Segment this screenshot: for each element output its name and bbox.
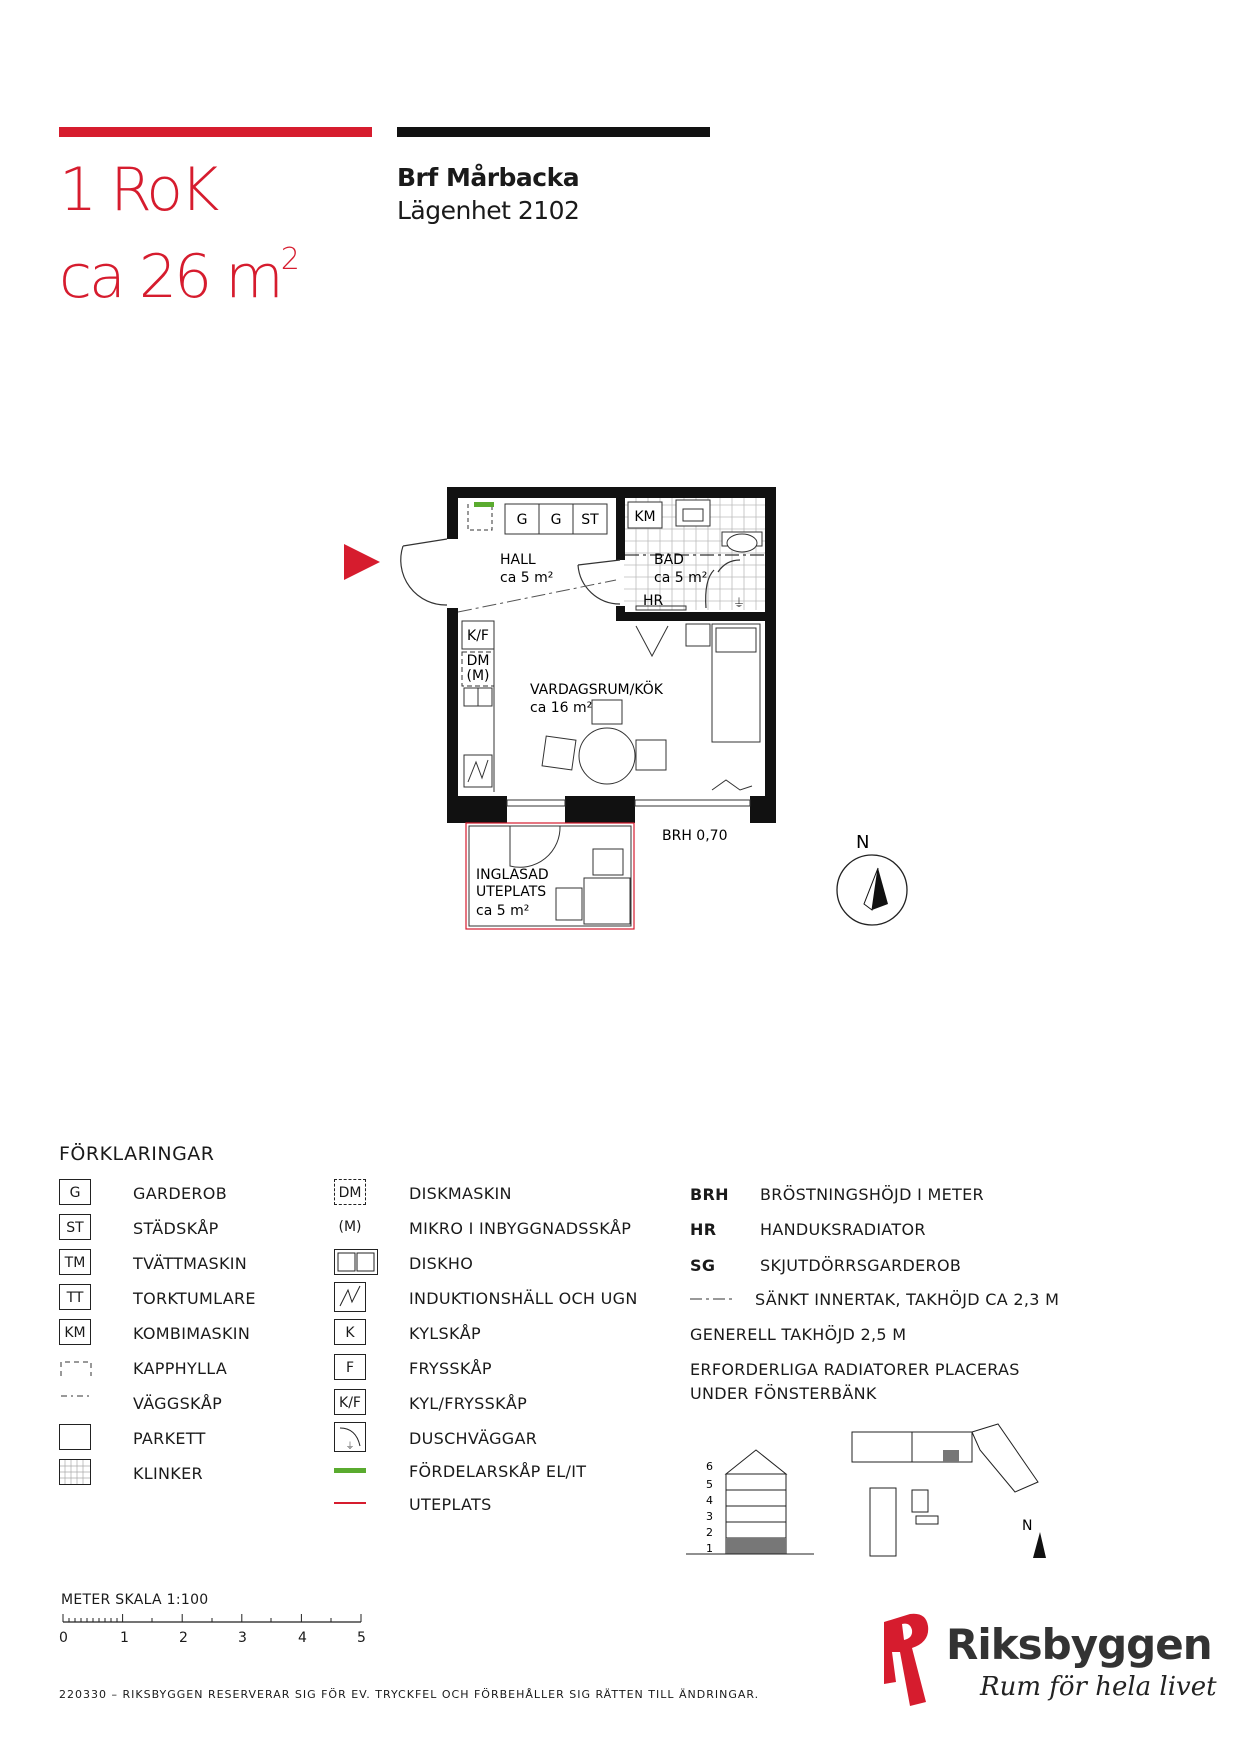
rooms-label: 1 RoK	[59, 155, 217, 225]
living-area-label: ca 16 m²	[530, 700, 593, 716]
terrace-label-1: INGLASAD	[476, 867, 549, 883]
lowered-ceiling-icon	[688, 1293, 738, 1305]
bath-door	[578, 560, 620, 604]
legend-symbol: K	[334, 1319, 366, 1345]
legend-label: INDUKTIONSHÄLL OCH UGN	[409, 1289, 638, 1308]
wall-cabinet-icon	[59, 1386, 93, 1406]
legend-label: VÄGGSKÅP	[133, 1394, 223, 1413]
scale-tick-label: 5	[357, 1630, 366, 1646]
radiators-label-1: ERFORDERLIGA RADIATORER PLACERAS	[690, 1360, 1020, 1379]
legend-label: KAPPHYLLA	[133, 1359, 228, 1378]
scale-tick-label: 0	[59, 1630, 68, 1646]
floor-label: 3	[706, 1510, 713, 1523]
legend-symbol: TM	[59, 1249, 91, 1275]
site-north-label: N	[1022, 1518, 1033, 1534]
bath-area-label: ca 5 m²	[654, 570, 708, 586]
building-section	[686, 1438, 816, 1560]
hall-area-label: ca 5 m²	[500, 570, 554, 586]
scale-label: METER SKALA 1:100	[61, 1592, 209, 1608]
legend-label: STÄDSKÅP	[133, 1219, 219, 1238]
entrance-door	[401, 539, 447, 605]
legend-label: FRYSSKÅP	[409, 1359, 492, 1378]
legend-symbol: (M)	[338, 1219, 362, 1235]
wardrobe-g1-label: G	[516, 512, 528, 528]
legend-label: KOMBIMASKIN	[133, 1324, 251, 1343]
scale-tick-label: 4	[298, 1630, 307, 1646]
lowered-ceiling-label: SÄNKT INNERTAK, TAKHÖJD CA 2,3 M	[755, 1290, 1060, 1309]
floor-label: 4	[706, 1494, 713, 1507]
scale-tick-label: 2	[179, 1630, 188, 1646]
legend-label: GARDEROB	[133, 1184, 227, 1203]
legend-symbol: ST	[59, 1214, 91, 1240]
area-label: ca 26 $m^2$	[59, 242, 300, 312]
parquet-icon	[59, 1424, 91, 1450]
wardrobe-g2-label: G	[550, 512, 562, 528]
washbasin	[676, 500, 710, 526]
towel-radiator-label: HR	[643, 593, 664, 609]
legend-label: TORKTUMLARE	[133, 1289, 256, 1308]
legend-symbol: DM	[334, 1179, 366, 1205]
legend-label: DUSCHVÄGGAR	[409, 1429, 538, 1448]
bath-label: BAD	[654, 552, 684, 568]
apartment-number: Lägenhet 2102	[397, 196, 580, 225]
legend-label: KYL/FRYSSKÅP	[409, 1394, 528, 1413]
legend-symbol: F	[334, 1354, 366, 1380]
legend-label: HANDUKSRADIATOR	[760, 1220, 926, 1239]
compass-icon	[837, 855, 907, 925]
radiators-label-2: UNDER FÖNSTERBÄNK	[690, 1384, 877, 1403]
legend-symbol: K/F	[334, 1389, 366, 1415]
legend-label: MIKRO I INBYGGNADSSKÅP	[409, 1219, 632, 1238]
legend-label: BRÖSTNINGSHÖJD I METER	[760, 1185, 984, 1204]
entrance-arrow-icon	[344, 544, 380, 580]
floor-label: 5	[706, 1478, 713, 1491]
microwave-label: (M)	[466, 668, 490, 684]
combi-machine-label: KM	[634, 509, 656, 525]
distribution-cabinet	[474, 502, 494, 507]
brh-label: BRH 0,70	[662, 828, 728, 844]
site-plan	[850, 1420, 1060, 1580]
floor-label: 2	[706, 1526, 713, 1539]
legend-symbol: G	[59, 1179, 91, 1205]
legend-label: UTEPLATS	[409, 1495, 492, 1514]
living-label: VARDAGSRUM/KÖK	[530, 682, 663, 698]
coat-rack-icon	[59, 1358, 93, 1378]
current-unit-marker	[943, 1450, 959, 1462]
toilet-bowl	[727, 534, 757, 552]
floor-label: 1	[706, 1542, 713, 1555]
legend-label: SKJUTDÖRRSGARDEROB	[760, 1256, 962, 1275]
legend-label: FÖRDELARSKÅP EL/IT	[409, 1462, 587, 1481]
scale-bar	[59, 1610, 369, 1626]
dishwasher-label: DM	[466, 653, 490, 669]
terrace-line-icon	[334, 1502, 366, 1504]
association-name: Brf Mårbacka	[397, 163, 580, 192]
disclaimer-footer: 220330 – RIKSBYGGEN RESERVERAR SIG FÖR EV. TRYCKFEL OCH FÖRBEHÅLLER SIG RÄTTEN TILL ÄNDRINGAR.	[59, 1688, 760, 1701]
brand-name: Riksbyggen	[946, 1620, 1212, 1669]
site-north-icon	[1033, 1532, 1046, 1558]
cleaning-cabinet-label: ST	[581, 512, 599, 528]
legend-label: DISKHO	[409, 1254, 474, 1273]
legend-abbr: SG	[690, 1256, 716, 1275]
compass-north-label: N	[856, 832, 870, 853]
induction-hob-icon	[334, 1282, 366, 1312]
legend-abbr: BRH	[690, 1185, 729, 1204]
drain-icon: ⏚	[732, 596, 746, 610]
fridge-freezer-label: K/F	[467, 628, 489, 644]
floor-label: 6	[706, 1460, 713, 1473]
kitchen-counter	[462, 621, 494, 792]
sink-icon	[334, 1249, 378, 1275]
hall-label: HALL	[500, 552, 536, 568]
coat-rack	[468, 504, 492, 530]
ceiling-height-label: GENERELL TAKHÖJD 2,5 M	[690, 1325, 907, 1344]
brand-slogan: Rum för hela livet	[980, 1672, 1217, 1702]
scale-tick-label: 3	[238, 1630, 247, 1646]
legend-symbol: KM	[59, 1319, 91, 1345]
legend-symbol: TT	[59, 1284, 91, 1310]
legend-label: KLINKER	[133, 1464, 203, 1483]
legend-label: KYLSKÅP	[409, 1324, 481, 1343]
tile-icon	[59, 1459, 91, 1485]
current-floor-marker	[726, 1538, 786, 1554]
legend-label: TVÄTTMASKIN	[133, 1254, 248, 1273]
svg-text:⏚: ⏚	[345, 1442, 355, 1452]
shower-wall-icon	[334, 1422, 366, 1452]
legend-heading: FÖRKLARINGAR	[59, 1143, 215, 1165]
distribution-cabinet-icon	[334, 1468, 366, 1473]
legend-label: DISKMASKIN	[409, 1184, 512, 1203]
scale-tick-label: 1	[120, 1630, 129, 1646]
legend-label: PARKETT	[133, 1429, 206, 1448]
riksbyggen-logo-icon	[880, 1612, 942, 1708]
legend-abbr: HR	[690, 1220, 717, 1239]
terrace-area-label: ca 5 m²	[476, 903, 530, 919]
terrace-label-2: UTEPLATS	[476, 884, 547, 900]
